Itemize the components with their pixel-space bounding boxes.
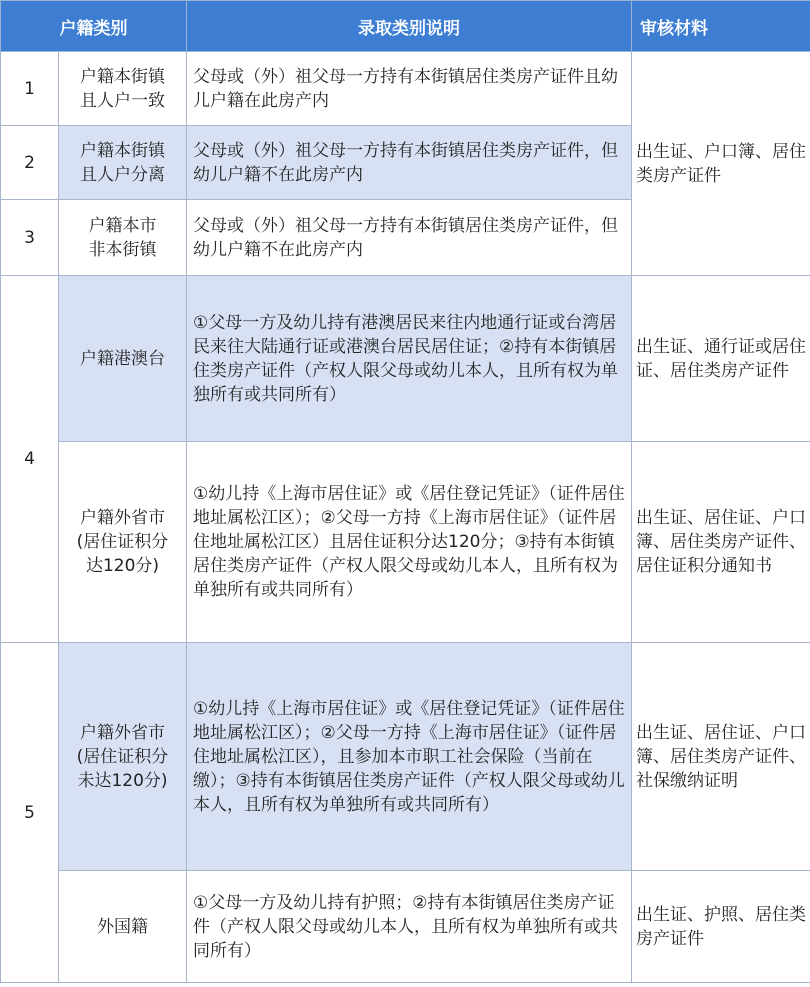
row-materials: 出生证、居住证、户口簿、居住类房产证件、居住证积分通知书	[632, 442, 810, 643]
row-category: 外国籍	[59, 871, 187, 983]
header-materials: 审核材料	[632, 1, 810, 52]
row-description: ①父母一方及幼儿持有港澳居民来往内地通行证或台湾居民来往大陆通行证或港澳台居民居住证；②持有本街镇居住类房产证件（产权人限父母或幼儿本人，且所有权为单独所有或共同所有）	[187, 276, 632, 442]
row-description: ①父母一方及幼儿持有护照；②持有本街镇居住类房产证件（产权人限父母或幼儿本人，且所有权为单独所有或共同所有）	[187, 871, 632, 983]
row-category: 户籍外省市 (居住证积分 达120分)	[59, 442, 187, 643]
row-description: ①幼儿持《上海市居住证》或《居住登记凭证》（证件居住地址属松江区）；②父母一方持《上海市居住证》（证件居住地址属松江区），且参加本市职工社会保险（当前在缴）；③持有本街镇居住类房产证件（产权人限父母或幼儿本人，且所有权为单独所有或共同所有）	[187, 643, 632, 871]
row-category: 户籍本街镇 且人户分离	[59, 126, 187, 200]
table-row	[1, 52, 810, 126]
table-row	[1, 276, 810, 442]
row-description: 父母或（外）祖父母一方持有本街镇居住类房产证件且幼儿户籍在此房产内	[187, 52, 632, 126]
row-number: 1	[1, 52, 59, 126]
row-number: 2	[1, 126, 59, 200]
table-row	[1, 442, 810, 643]
row-materials: 出生证、居住证、户口簿、居住类房产证件、社保缴纳证明	[632, 643, 810, 871]
row-category: 户籍港澳台	[59, 276, 187, 442]
table-row	[1, 871, 810, 983]
row-category: 户籍本街镇 且人户一致	[59, 52, 187, 126]
table-row	[1, 643, 810, 871]
row-description: ①幼儿持《上海市居住证》或《居住登记凭证》（证件居住地址属松江区）；②父母一方持《上海市居住证》（证件居住地址属松江区）且居住证积分达120分；③持有本街镇居住类房产证件（产权人限父母或幼儿本人，且所有权为单独所有或共同所有）	[187, 442, 632, 643]
header-description: 录取类别说明	[187, 1, 632, 52]
row-category: 户籍本市 非本街镇	[59, 200, 187, 276]
row-description: 父母或（外）祖父母一方持有本街镇居住类房产证件，但幼儿户籍不在此房产内	[187, 126, 632, 200]
row-number: 5	[1, 643, 59, 983]
row-materials: 出生证、通行证或居住证、居住类房产证件	[632, 276, 810, 442]
row-materials: 出生证、户口簿、居住类房产证件	[632, 52, 810, 276]
row-category: 户籍外省市 (居住证积分 未达120分)	[59, 643, 187, 871]
row-number: 3	[1, 200, 59, 276]
row-materials: 出生证、护照、居住类房产证件	[632, 871, 810, 983]
row-number: 4	[1, 276, 59, 643]
row-description: 父母或（外）祖父母一方持有本街镇居住类房产证件，但幼儿户籍不在此房产内	[187, 200, 632, 276]
table-header-row	[1, 1, 810, 52]
header-category: 户籍类别	[1, 1, 187, 52]
